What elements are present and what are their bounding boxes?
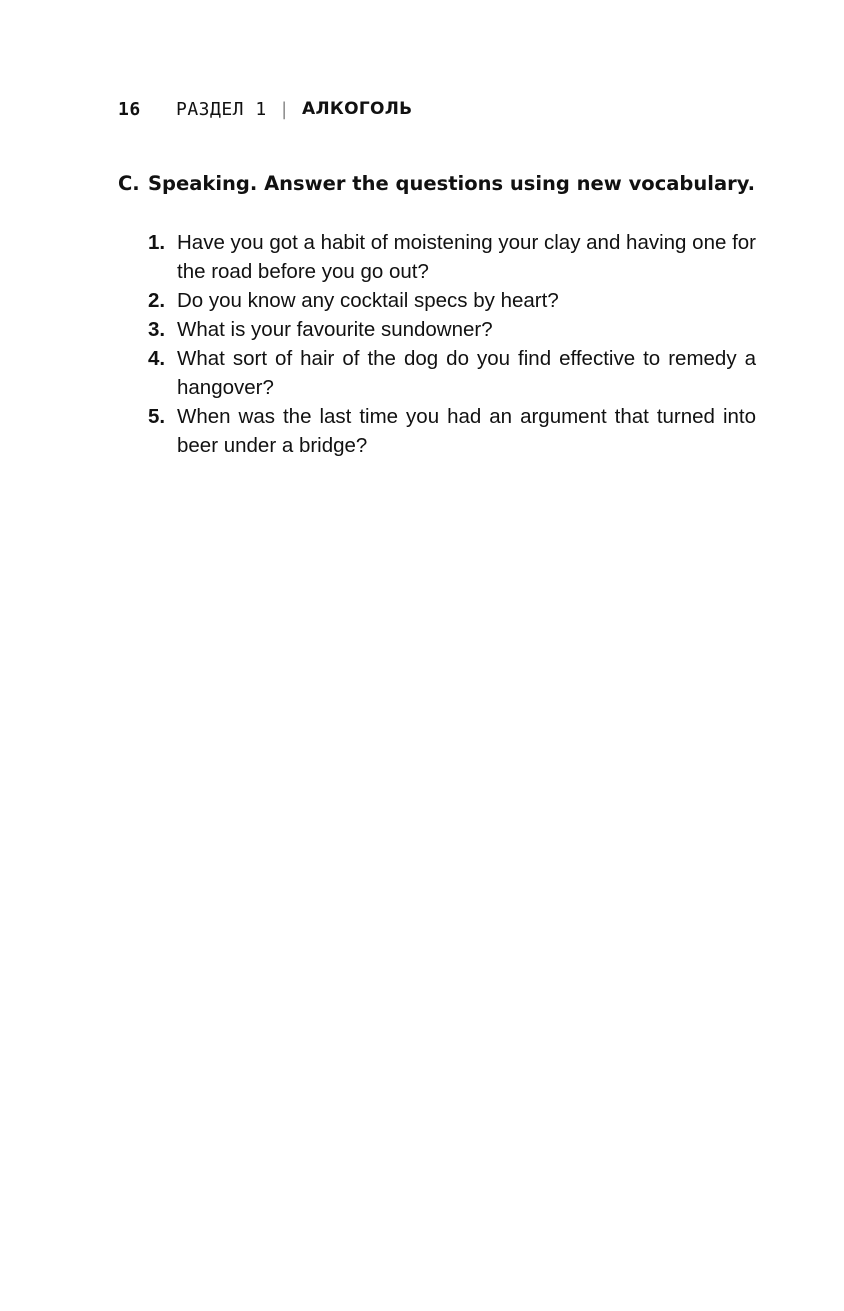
header-separator: | [278,98,291,120]
chapter-title: АЛКОГОЛЬ [302,99,413,119]
exercise-heading [118,170,758,198]
section-label: РАЗДЕЛ 1 [176,98,267,120]
question-text: Have you got a habit of moistening your clay and having one for the road before you go out? [177,231,756,283]
question-number: 1. [148,231,166,254]
page-number: 16 [118,98,141,120]
question-item [148,286,756,315]
question-text: When was the last time you had an argument that turned into beer under a bridge? [177,405,756,457]
question-number: 2. [148,289,166,312]
exercise-letter: C. [118,172,140,195]
question-item [148,344,756,402]
running-header [118,96,412,122]
question-number: 5. [148,405,166,428]
question-item [148,228,756,286]
question-text: Do you know any cocktail specs by heart? [177,289,559,312]
exercise-instruction: Speaking. Answer the questions using new vocabulary. [148,172,756,195]
question-list [148,228,756,460]
question-text: What is your favourite sundowner? [177,318,493,341]
question-item [148,402,756,460]
question-number: 3. [148,318,166,341]
question-number: 4. [148,347,166,370]
question-text: What sort of hair of the dog do you find effective to remedy a hangover? [177,347,756,399]
question-item [148,315,756,344]
